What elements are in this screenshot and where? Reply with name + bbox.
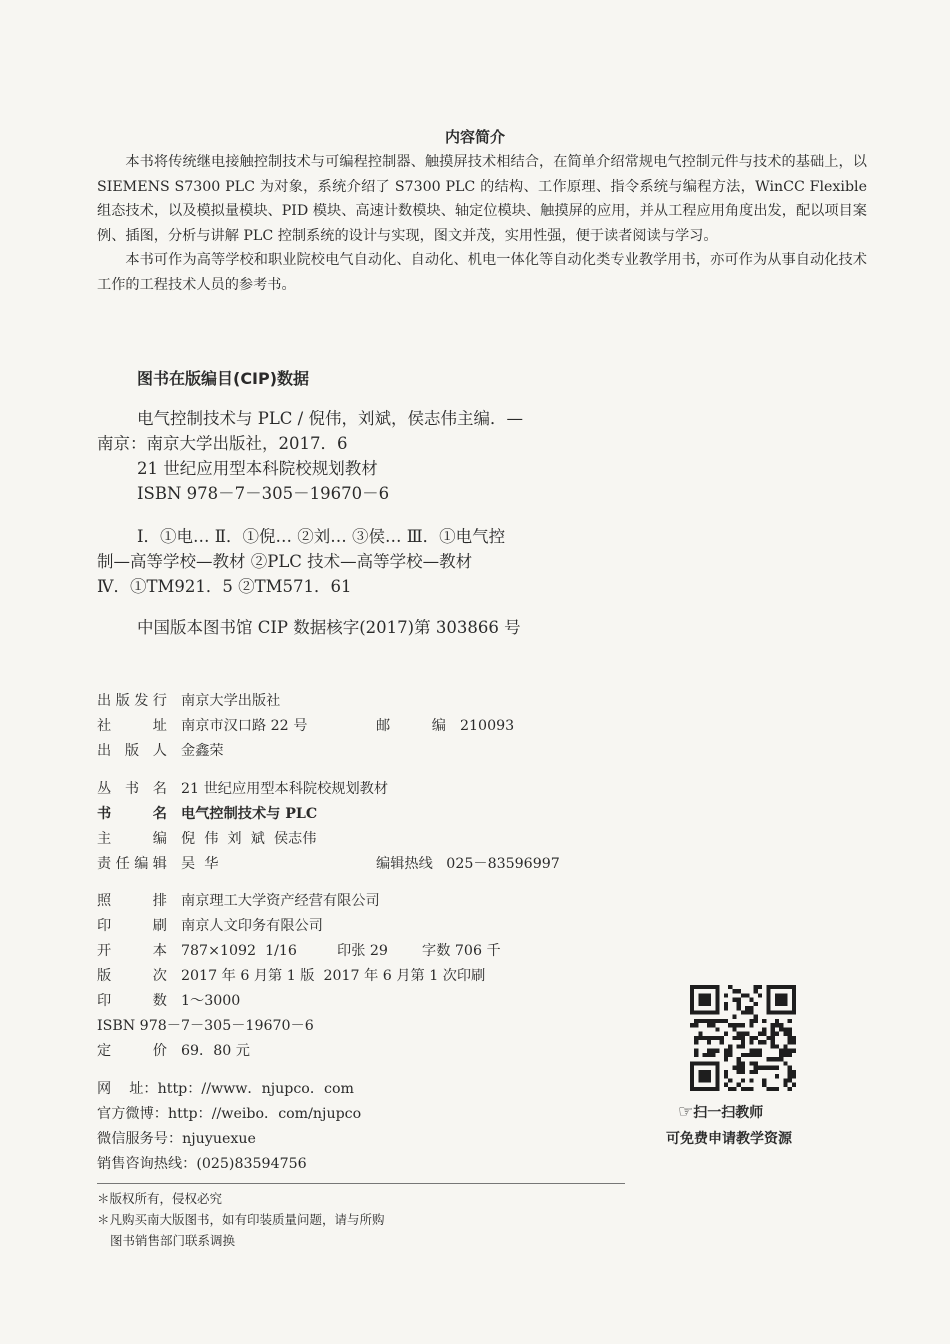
address-row [97,714,307,739]
qr-caption-1: 扫一扫教师 [693,1105,764,1121]
price-row [97,1039,250,1064]
editor-label: 主编 [97,831,167,847]
qr-code-icon[interactable] [690,985,796,1091]
publisher-row [97,689,280,714]
series: 21 世纪应用型本科院校规划教材 [181,781,389,797]
issuer-label: 出版人 [97,743,167,759]
cip-line-3: 21 世纪应用型本科院校规划教材 [137,459,378,478]
editor-row [97,827,316,852]
qr-caption-2: 可免费申请教学资源 [666,1131,792,1147]
note-line-1: ＊版权所有，侵权必究 [97,1191,223,1206]
cip-line-1: 电气控制技术与 PLC / 倪伟，刘斌，侯志伟主编．— [137,409,523,428]
resp-editor-row [97,852,218,877]
note-line-2: ＊凡购买南大版图书，如有印装质量问题，请与所购 [97,1212,385,1227]
address: 南京市汉口路 22 号 [181,718,308,734]
typeset: 南京理工大学资产经营有限公司 [181,893,380,909]
issuer-row [97,739,224,764]
pointing-hand-icon: ☞ [678,1102,694,1122]
series-row [97,777,388,802]
weibo: 官方微博：http：//weibo．com/njupco [97,1106,362,1122]
cip-line-2: 南京：南京大学出版社，2017．6 [97,434,348,453]
sheets: 印张 29 [337,943,388,959]
postcode-label: 邮编 [376,718,446,734]
series-label: 丛书名 [97,781,167,797]
print-row [97,914,323,939]
sales-hotline: 销售咨询热线：(025)83594756 [97,1156,307,1172]
hotline: 025－83596997 [446,856,560,872]
format: 787×1092 1/16 [181,943,297,959]
copies-label: 印数 [97,993,167,1009]
title-row [97,802,317,827]
cip-line-8: 中国版本图书馆 CIP 数据核字(2017)第 303866 号 [137,618,521,637]
title-label: 书名 [97,806,167,822]
format-row [97,939,297,964]
typeset-row [97,889,380,914]
website: 网 址：http：//www．njupco．com [97,1081,354,1097]
cip-heading: 图书在版编目(CIP)数据 [137,369,310,388]
postcode: 210093 [460,718,515,734]
print-label: 印刷 [97,918,167,934]
cip-line-4: ISBN 978－7－305－19670－6 [137,484,390,503]
issuer: 金鑫荣 [181,743,224,759]
hotline-row [376,852,560,877]
footer-divider [97,1183,625,1184]
intro-paragraph-1: 本书将传统继电接触控制技术与可编程控制器、触摸屏技术相结合，在简单介绍常规电气控制元件与技术的基础上，以 SIEMENS S7300 PLC 为对象，系统介绍了 S7300 PLC 的结构、工作原理、指令系统与编程方法，WinCC Flexible 组态技术，以及模拟量模块、PID 模块、高速计数模块、轴定位模块、触摸屏的应用，并从工程应用角度出发，配以项目案例、插图，分析与讲解 PLC 控制系统的设计与实现，图文并茂，实用性强，便于读者阅读与学习。 [97,154,867,244]
format-label: 开本 [97,943,167,959]
intro-paragraph-2: 本书可作为高等学校和职业院校电气自动化、自动化、机电一体化等自动化类专业教学用书，亦可作为从事自动化技术工作的工程技术人员的参考书。 [97,252,867,293]
intro-title: 内容简介 [444,128,505,146]
cip-line-6: 制—高等学校—教材 ②PLC 技术—高等学校—教材 [97,552,473,571]
intro-body [97,150,867,297]
book-title: 电气控制技术与 PLC [181,806,318,822]
typeset-label: 照排 [97,893,167,909]
wechat: 微信服务号：njuyuexue [97,1131,256,1147]
publisher-label: 出版发行 [97,693,167,709]
words: 字数 706 千 [422,943,501,959]
isbn: ISBN 978－7－305－19670－6 [97,1018,314,1034]
price-label: 定价 [97,1043,167,1059]
address-label: 社址 [97,718,167,734]
postcode-row [376,714,514,739]
resp-editor-label: 责任编辑 [97,856,167,872]
edition: 2017 年 6 月第 1 版 2017 年 6 月第 1 次印刷 [181,968,486,984]
resp-editor: 吴 华 [181,856,219,872]
publisher: 南京大学出版社 [181,693,281,709]
copies-row [97,989,240,1014]
hotline-label: 编辑热线 [376,856,433,872]
edition-label: 版次 [97,968,167,984]
qr-caption-1-row [678,1102,763,1122]
editors: 倪 伟 刘 斌 侯志伟 [181,831,317,847]
edition-row [97,964,485,989]
cip-line-7: Ⅳ．①TM921．5 ②TM571．61 [97,577,352,596]
printer: 南京人文印务有限公司 [181,918,323,934]
price: 69．80 元 [181,1043,250,1059]
note-line-3: 图书销售部门联系调换 [110,1233,236,1248]
cip-line-5: Ⅰ．①电… Ⅱ．①倪… ②刘… ③侯… Ⅲ．①电气控 [137,527,506,546]
copies: 1～3000 [181,993,241,1009]
